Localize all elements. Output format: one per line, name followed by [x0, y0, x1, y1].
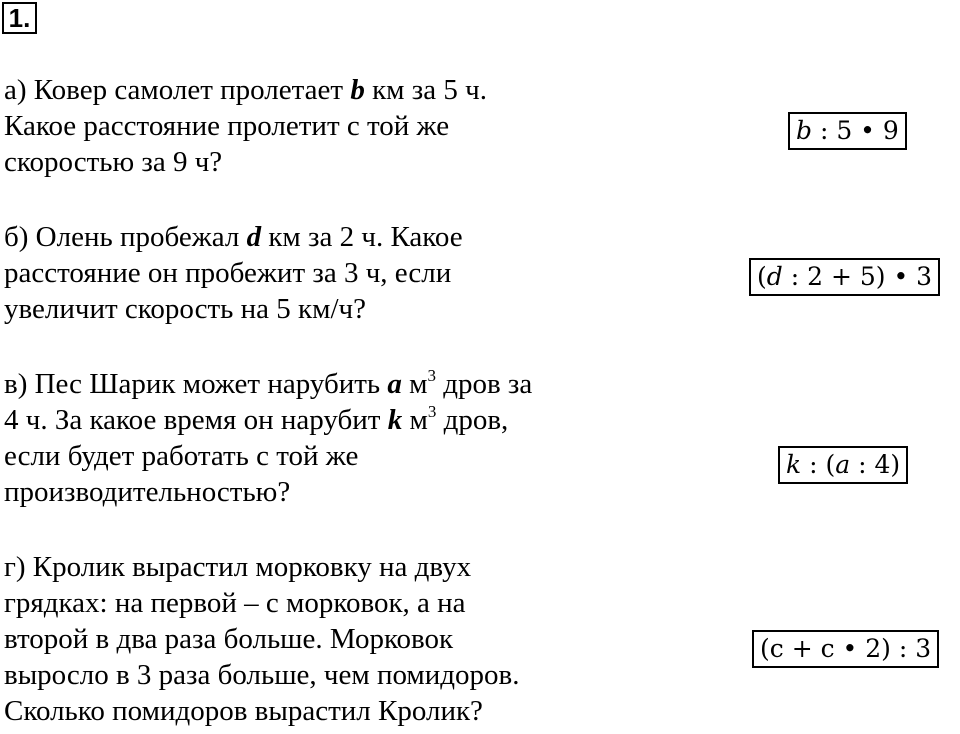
problem-b-line-1: б) Олень пробежал d км за 2 ч. Какое: [4, 221, 463, 253]
cubic-superscript: 3: [427, 366, 436, 385]
problem-d-line-1: г) Кролик вырастил морковку на двух: [4, 551, 472, 583]
problem-c-line-4: производительностью?: [4, 476, 291, 508]
problem-a-line-3: скоростью за 9 ч?: [4, 146, 223, 178]
variable-a: a: [387, 368, 402, 400]
problem-b-text: [4, 219, 604, 327]
problem-b-line-3: увеличит скорость на 5 км/ч?: [4, 293, 366, 325]
task-number: 1.: [2, 2, 37, 34]
problem-c-text: [4, 366, 604, 510]
problem-d-text: [4, 549, 604, 729]
problem-c-line-3: если будет работать с той же: [4, 440, 359, 472]
problem-d-line-2: грядках: на первой – с морковок, а на: [4, 587, 466, 619]
problem-a-text: [4, 72, 604, 180]
problem-a-line-1: а) Ковер самолет пролетает b км за 5 ч.: [4, 74, 487, 106]
problem-a-line-2: Какое расстояние пролетит с той же: [4, 110, 450, 142]
problem-d-line-4: выросло в 3 раза больше, чем помидоров.: [4, 659, 520, 691]
problem-d-line-5: Сколько помидоров вырастил Кролик?: [4, 695, 483, 727]
answer-a-expression: b : 5 • 9: [788, 112, 907, 150]
answer-b-expression: (d : 2 + 5) • 3: [749, 258, 940, 296]
answer-c-expression: k : (a : 4): [778, 446, 908, 484]
problem-c-line-2: 4 ч. За какое время он нарубит k $м^3$ дров,: [4, 402, 509, 436]
problem-b-line-2: расстояние он пробежит за 3 ч, если: [4, 257, 452, 289]
variable-b: b: [350, 74, 365, 106]
variable-d: d: [246, 221, 262, 253]
problem-c-line-1: в) Пес Шарик может нарубить a $м^3$ дров за: [4, 366, 533, 400]
problem-d-line-3: второй в два раза больше. Морковок: [4, 623, 454, 655]
variable-k: k: [387, 404, 403, 436]
answer-d-expression: (c + c • 2) : 3: [752, 630, 939, 668]
cubic-superscript: 3: [427, 402, 437, 421]
